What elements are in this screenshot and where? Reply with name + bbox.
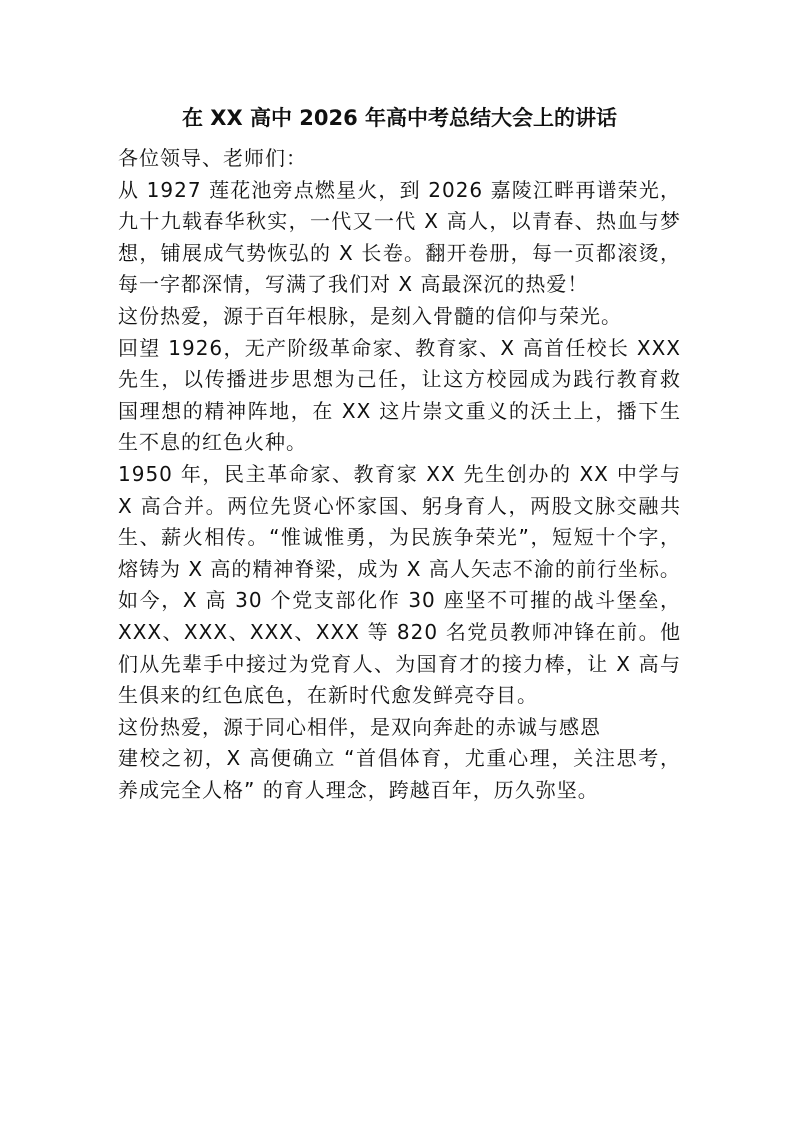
document-title: 在 XX 高中 2026 年高中考总结大会上的讲话 (181, 106, 618, 130)
body-paragraph: 这份热爱，源于同心相伴，是双向奔赴的赤诚与感恩 (118, 714, 601, 739)
body-paragraph: 如今，X 高 30 个党支部化作 30 座坚不可摧的战斗堡垒，XXX、XXX、XXX、XXX 等 820 名党员教师冲锋在前。他们从先辈手中接过为党育人、为国育才的接力棒，让 X 高与生俱来的红色底色，在新时代愈发鲜亮夺目。 (118, 588, 681, 708)
salutation-paragraph: 各位领导、老师们： (118, 146, 307, 170)
body-paragraph: 1950 年，民主革命家、教育家 XX 先生创办的 XX 中学与 X 高合并。两位先贤心怀家国、躬身育人，两股文脉交融共生、薪火相传。“惟诚惟勇，为民族争荣光”，短短十个字，熔铸为 X 高的精神脊梁，成为 X 高人矢志不渝的前行坐标。 (118, 461, 681, 581)
body-paragraph: 这份热爱，源于百年根脉，是刻入骨髓的信仰与荣光。 (118, 303, 622, 328)
document-body (118, 143, 681, 806)
body-paragraph: 建校之初，X 高便确立 “首倡体育，尤重心理，关注思考，养成完全人格” 的育人理念，跨越百年，历久弥坚。 (118, 746, 681, 802)
body-paragraph: 回望 1926，无产阶级革命家、教育家、X 高首任校长 XXX 先生，以传播进步思想为己任，让这方校园成为践行教育救国理想的精神阵地，在 XX 这片崇文重义的沃土上，播下生生不息的红色火种。 (118, 335, 681, 455)
body-paragraph: 从 1927 莲花池旁点燃星火，到 2026 嘉陵江畔再谱荣光，九十九载春华秋实，一代又一代 X 高人，以青春、热血与梦想，铺展成气势恢弘的 X 长卷。翻开卷册，每一页都滚烫，每一字都深情，写满了我们对 X 高最深沉的热爱！ (118, 177, 681, 297)
